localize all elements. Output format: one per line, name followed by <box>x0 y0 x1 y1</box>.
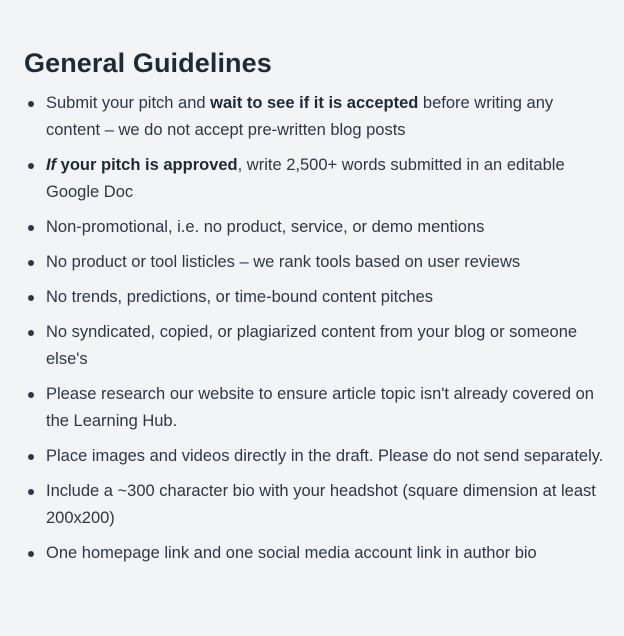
list-item <box>24 381 610 435</box>
item-text: Place images and videos directly in the draft. Please do not send separately. <box>46 447 604 465</box>
bullet-icon <box>28 330 34 336</box>
item-text: Include a ~300 character bio with your headshot (square dimension at least 200x200) <box>46 482 596 527</box>
list-item <box>24 319 610 373</box>
list-item <box>24 443 610 470</box>
list-item <box>24 478 610 532</box>
list-item <box>24 214 610 241</box>
bullet-icon <box>28 551 34 557</box>
item-text: Please research our website to ensure article topic isn't already covered on the Learning Hub. <box>46 385 594 430</box>
item-text: No trends, predictions, or time-bound content pitches <box>46 288 434 306</box>
bullet-icon <box>28 454 34 460</box>
list-item <box>24 284 610 311</box>
item-text: No product or tool listicles – we rank tools based on user reviews <box>46 253 521 271</box>
item-text: No syndicated, copied, or plagiarized content from your blog or someone else's <box>46 323 578 368</box>
bullet-icon <box>28 225 34 231</box>
item-text: before writing any content – we do not accept pre-written blog posts <box>46 94 554 139</box>
item-text: , write 2,500+ words submitted in an editable Google Doc <box>46 156 565 201</box>
item-emphasis: wait to see if it is accepted <box>210 94 419 112</box>
list-item <box>24 152 610 206</box>
item-emphasis-text: your pitch is approved <box>56 156 238 174</box>
bullet-icon <box>28 489 34 495</box>
guidelines-list <box>24 90 610 567</box>
bullet-icon <box>28 295 34 301</box>
item-text: One homepage link and one social media account link in author bio <box>46 544 537 562</box>
bullet-icon <box>28 163 34 169</box>
bullet-icon <box>28 392 34 398</box>
item-text: Submit your pitch and <box>46 94 211 112</box>
item-emphasis <box>46 156 238 174</box>
bullet-icon <box>28 101 34 107</box>
section-title: General Guidelines <box>24 48 272 78</box>
item-text: Non-promotional, i.e. no product, service, or demo mentions <box>46 218 485 236</box>
bullet-icon <box>28 260 34 266</box>
item-emphasis-italic: If <box>46 156 57 174</box>
list-item <box>24 90 610 144</box>
list-item <box>24 249 610 276</box>
list-item <box>24 540 610 567</box>
